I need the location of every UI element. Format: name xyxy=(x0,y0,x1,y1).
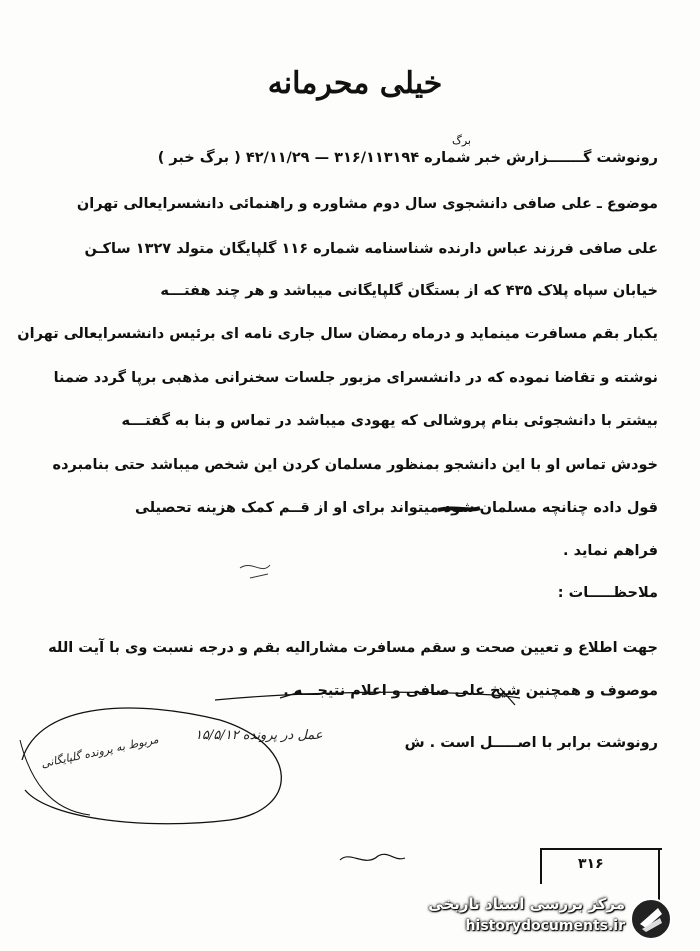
report-line-5: یکبار بقم مسافرت مینماید و درماه رمضان سال جاری نامه ای برئیس دانشسرایعالی تهران xyxy=(17,326,658,342)
remarks-label: ملاحظـــــات : xyxy=(557,585,658,601)
report-line-9: قول داده چنانچه مسلمان شود میتواند برای او از قــم کمک هزینه تحصیلی xyxy=(134,500,658,516)
document-title: خیلی محرمانه xyxy=(267,66,443,101)
report-line-8: خودش تماس او با این دانشجو بمنظور مسلمان کردن این شخص میباشد حتی بنامبرده xyxy=(52,457,658,473)
page-number: ۳۱۶ xyxy=(578,856,604,872)
report-line-1: رونوشت گـــــــزارش خبر شماره ۳۱۶/۱۱۳۱۹۴ — ۴۲/۱۱/۲۹ ( برگ خبر ) xyxy=(157,150,658,166)
report-line-7: بیشتر با دانشجوئی بنام پروشالی که یهودی میباشد در تماس و بنا به گفتـــه xyxy=(121,413,658,429)
archive-logo-icon xyxy=(628,896,674,942)
watermark-org: مرکز بررسی اسناد تاریخی xyxy=(428,895,625,913)
report-line-6: نوشته و تقاضا نموده که در دانشسرای مزبور جلسات سخنرانی مذهبی برپا گردد ضمنا xyxy=(53,370,658,386)
copy-certification: رونوشت برابر با اصـــــل است . ش xyxy=(404,735,658,751)
report-line-4: خیابان سپاه پلاک ۴۳۵ که از بستگان گلپایگانی میباشد و هر چند هفتـــه xyxy=(160,283,658,299)
handwritten-file-note: عمل در پرونده ۱۵/۵/۱۲ xyxy=(195,728,323,743)
handwritten-barg-note: برگ xyxy=(452,134,471,147)
report-line-3: علی صافی فرزند عباس دارنده شناسنامه شماره ۱۱۶ گلپایگان متولد ۱۳۲۷ ساکـن xyxy=(84,241,658,257)
handwritten-side-note: مربوط به پرونده گلپایگانی xyxy=(39,732,160,771)
report-line-10: فراهم نماید . xyxy=(563,543,658,559)
report-line-2: موضوع ـ علی صافی دانشجوی سال دوم مشاوره و راهنمائی دانشسرایعالی تهران xyxy=(76,196,658,212)
remarks-line-2: موصوف و همچنین شیخ علی صافی و اعلام نتیجـــه . xyxy=(283,683,658,699)
watermark-url: historydocuments.ir xyxy=(465,918,625,934)
remarks-line-1: جهت اطلاع و تعیین صحت و سقم مسافرت مشارالیه بقم و درجه نسبت وی با آیت الله xyxy=(48,640,658,656)
page-number-box-edge xyxy=(658,848,660,903)
